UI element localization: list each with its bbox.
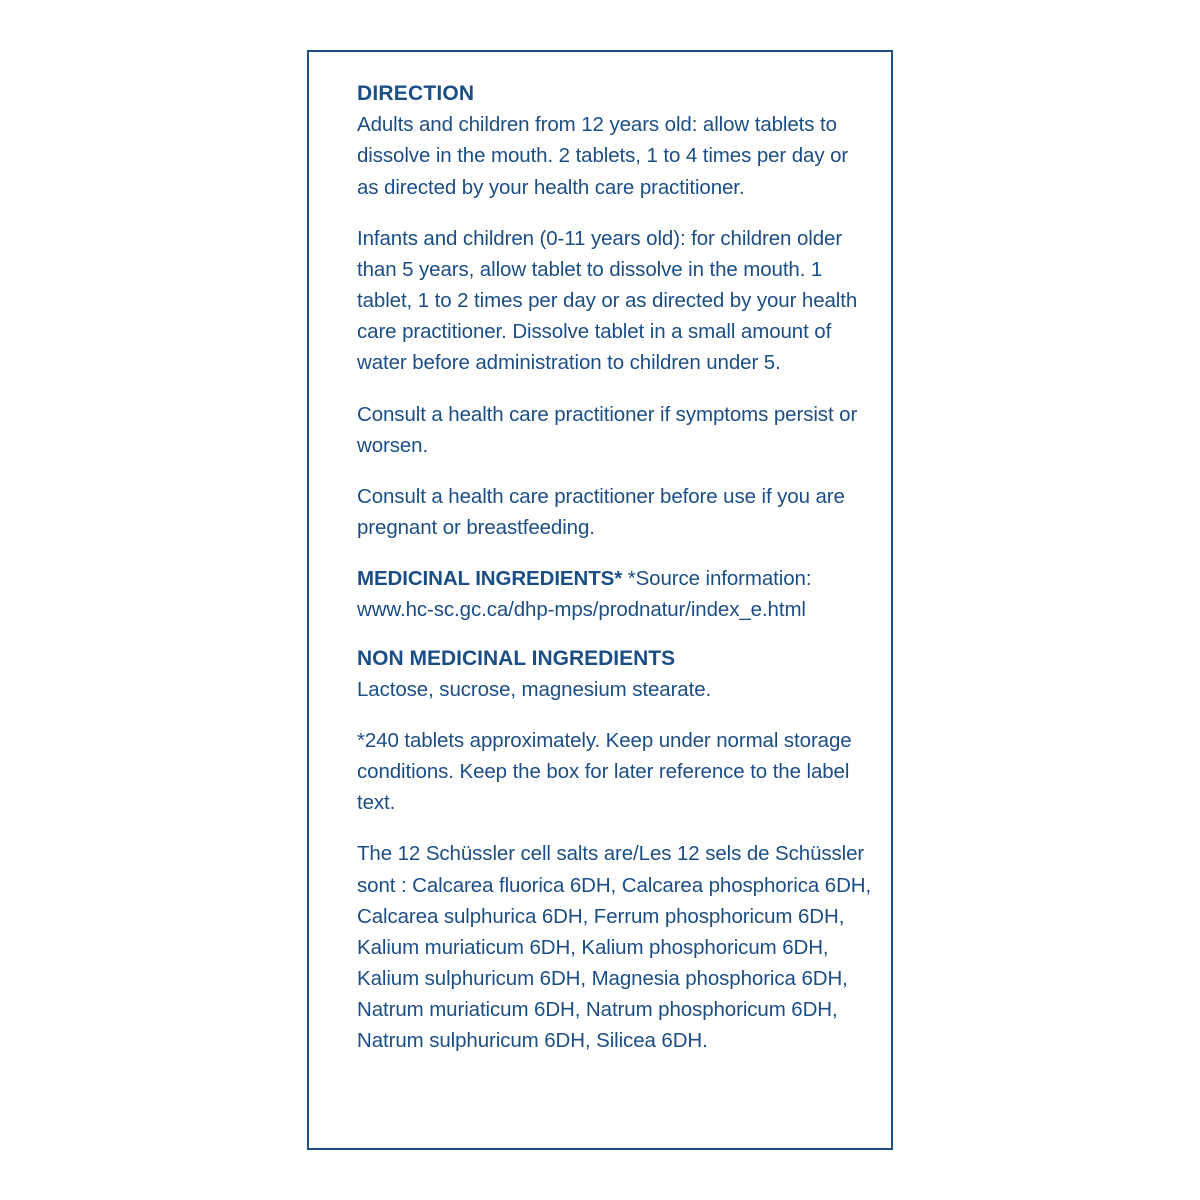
non-medicinal-ingredients-text: Lactose, sucrose, magnesium stearate. <box>357 677 712 701</box>
label-panel <box>307 50 893 1150</box>
medicinal-ingredients-source: *Source information: www.hc-sc.gc.ca/dhp-mps/prodnatur/index_e.html <box>357 567 812 622</box>
consult-pregnancy-paragraph: Consult a health care practitioner before use if you are pregnant or breastfeeding. <box>357 484 845 540</box>
direction-heading: DIRECTION <box>357 82 475 105</box>
medicinal-ingredients-block <box>357 563 875 625</box>
cell-salts-paragraph: The 12 Schüssler cell salts are/Les 12 sels de Schüssler sont : Calcarea fluorica 6DH, Calcarea phosphorica 6DH, Calcarea sulphurica 6DH, Ferrum phosphoricum 6DH, Kalium muriaticum 6DH, Kalium phosphoricum 6DH, Kalium sulphuricum 6DH, Magnesia phosphorica 6DH, Natrum muriaticum 6DH, Natrum phosphoricum 6DH, Natrum sulphuricum 6DH, Silicea 6DH. <box>357 842 872 1053</box>
direction-paragraph-children: Infants and children (0-11 years old): for children older than 5 years, allow tablet to dissolve in the mouth. 1 tablet, 1 to 2 times per day or as directed by your health care practitioner. Dissolve tablet in a small amount of water before administration to children under 5. <box>357 226 858 375</box>
consult-symptoms-paragraph: Consult a health care practitioner if symptoms persist or worsen. <box>357 402 858 457</box>
storage-note-paragraph: *240 tablets approximately. Keep under normal storage conditions. Keep the box for later reference to the label text. <box>357 728 852 815</box>
label-content <box>357 80 875 1057</box>
non-medicinal-ingredients-heading: NON MEDICINAL INGREDIENTS <box>357 647 676 671</box>
medicinal-ingredients-heading: MEDICINAL INGREDIENTS* <box>357 567 623 591</box>
direction-paragraph-adults: Adults and children from 12 years old: allow tablets to dissolve in the mouth. 2 tablets, 1 to 4 times per day or as directed by your health care practitioner. <box>357 113 849 199</box>
